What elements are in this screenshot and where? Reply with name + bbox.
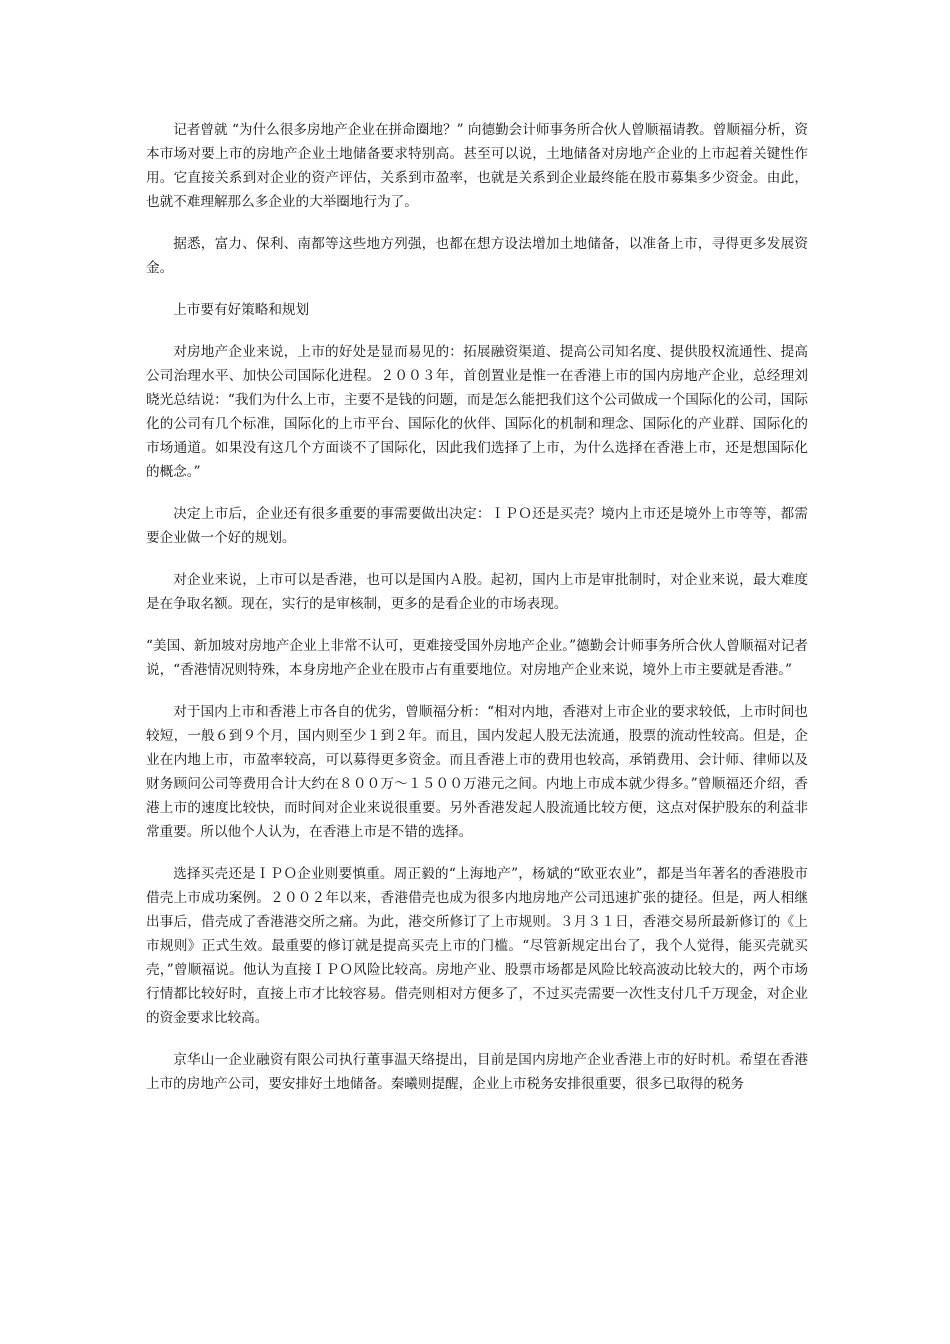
section-heading: 上市要有好策略和规划 <box>173 302 310 318</box>
paragraph-domestic-vs-hk: 对企业来说，上市可以是香港，也可以是国内Ａ股。起初，国内上市是审批制时，对企业来说，最大难度是在争取名额。现在，实行的是审核制，更多的是看企业的市场表现。 <box>146 572 808 612</box>
paragraph-shell-vs-ipo: 选择买壳还是ＩＰＯ企业则要慎重。周正毅的“上海地产”，杨斌的“欧亚农业”，都是当年著名的香港股市借壳上市成功案例。２００２年以来，香港借壳也成为很多内地房地产公司迅速扩张的捷径。但是，两人相继出事后，借壳成了香港港交所之痛。为此，港交所修订了上市规则。３月３１日，香港交易所最新修订的《上市规则》正式生效。最重要的修订就是提高买壳上市的门槛。“尽管新规定出台了，我个人觉得，能买壳就买壳，”曾顺福说。他认为直接ＩＰＯ风险比较高。房地产业、股票市场都是风险比较高波动比较大的，两个市场行情都比较好时，直接上市才比较容易。借壳则相对方便多了，不过买壳需要一次性支付几千万现金，对企业的资金要求比较高。 <box>146 866 808 1026</box>
paragraph-listing-benefits: 对房地产企业来说，上市的好处是显而易见的：拓展融资渠道、提高公司知名度、提供股权流通性、提高公司治理水平、加快公司国际化进程。２００３年，首创置业是惟一在香港上市的国内房地产企业，总经理刘晓光总结说：“我们为什么上市，主要不是钱的问题，而是怎么能把我们这个公司做成一个国际化的公司，国际化的公司有几个标准，国际化的上市平台、国际化的伙伴、国际化的机制和理念、国际化的产业群、国际化的市场通道。如果没有这几个方面谈不了国际化，因此我们选择了上市，为什么选择在香港上市，还是想国际化的概念。” <box>146 344 808 480</box>
paragraph-land-reserve-interview: 记者曾就 “为什么很多房地产企业在拼命圈地？” 向德勤会计师事务所合伙人曾顺福请教。曾顺福分析，资本市场对要上市的房地产企业土地储备要求特别高。甚至可以说，土地储备对房地产企业的上市起着关键性作用。它直接关系到对企业的资产评估，关系到市盈率，也就是关系到企业最终能在股市募集多少资金。由此，也就不难理解那么多企业的大举圈地行为了。 <box>146 122 808 210</box>
paragraph-listing-decisions: 决定上市后，企业还有很多重要的事需要做出决定：ＩＰＯ还是买壳？境内上市还是境外上市等等，都需要企业做一个好的规划。 <box>146 506 808 546</box>
paragraph-foreign-markets: “美国、新加坡对房地产企业上非常不认可，更难接受国外房地产企业。”德勤会计师事务所合伙人曾顺福对记者说，“香港情况则特殊，本身房地产企业在股市占有重要地位。对房地产企业来说，境外上市主要就是香港。” <box>146 638 808 678</box>
paragraph-developers-expanding: 据悉，富力、保利、南都等这些地方列强，也都在想方设法增加土地储备，以准备上市，寻得更多发展资金。 <box>146 236 808 276</box>
paragraph-hk-advantages: 对于国内上市和香港上市各自的优劣，曾顺福分析：“相对内地，香港对上市企业的要求较低，上市时间也较短，一般６到９个月，国内则至少１到２年。而且，国内发起人股无法流通，股票的流动性较高。但是，企业在内地上市，市盈率较高，可以募得更多资金。而且香港上市的费用也较高，承销费用、会计师、律师以及财务顾问公司等费用合计大约在８００万～１５００万港元之间。内地上市成本就少得多。”曾顺福还介绍，香港上市的速度比较快，而时间对企业来说很重要。另外香港发起人股流通比较方便，这点对保护股东的利益非常重要。所以他个人认为，在香港上市是不错的选择。 <box>146 704 808 840</box>
article-body <box>146 118 808 1114</box>
paragraph-timing-advice: 京华山一企业融资有限公司执行董事温天络提出，目前是国内房地产企业香港上市的好时机。希望在香港上市的房地产公司，要安排好土地储备。秦曦则提醒，企业上市税务安排很重要，很多已取得的税务 <box>146 1052 808 1092</box>
